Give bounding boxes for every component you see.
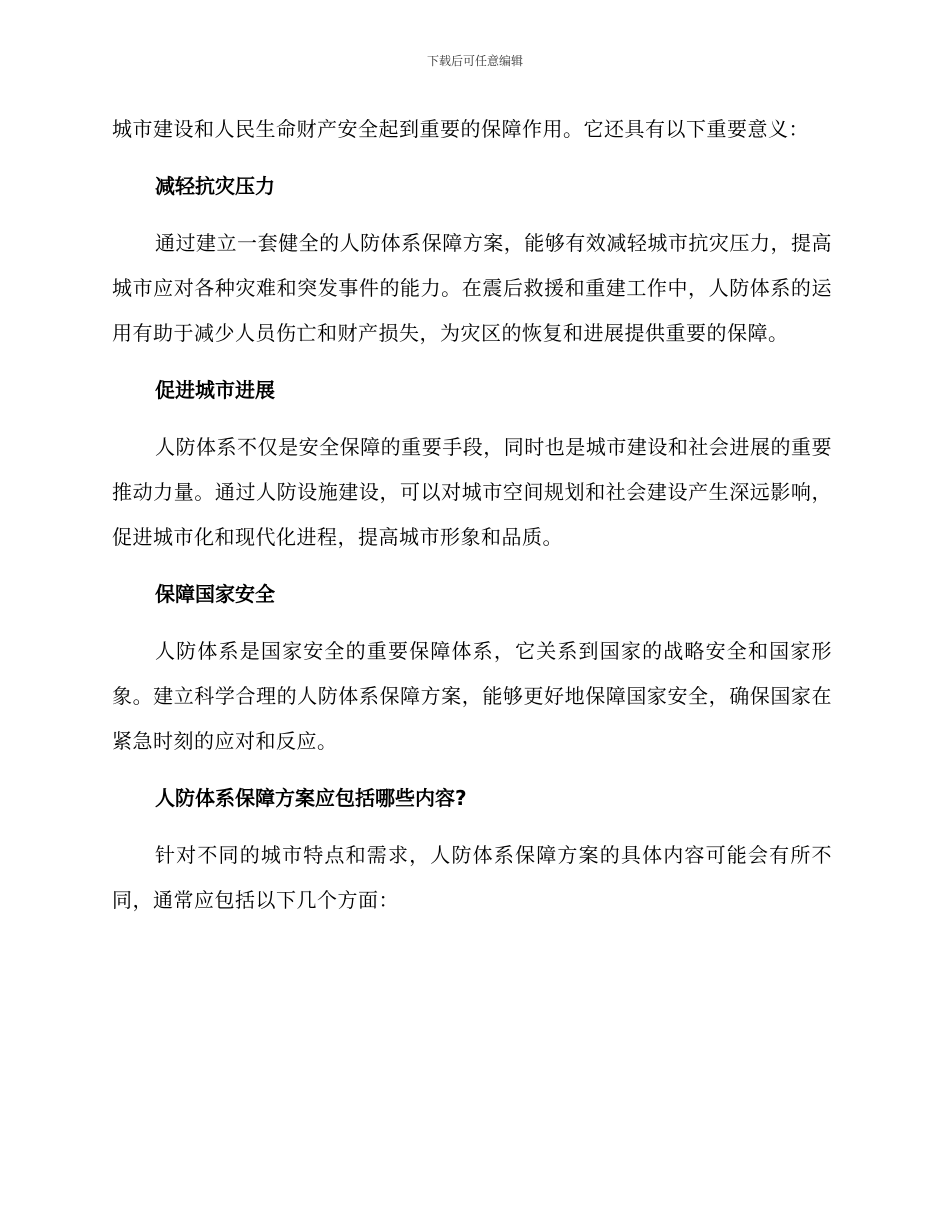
- section-heading-urban-development: 促进城市进展: [155, 378, 275, 402]
- document-body: [112, 107, 832, 923]
- section-paragraph-plan-contents: 针对不同的城市特点和需求，人防体系保障方案的具体内容可能会有所不同，通常应包括以下几个方面：: [112, 843, 832, 912]
- section-paragraph-national-security: 人防体系是国家安全的重要保障体系，它关系到国家的战略安全和国家形象。建立科学合理的人防体系保障方案，能够更好地保障国家安全，确保国家在紧急时刻的应对和反应。: [112, 639, 832, 753]
- section-paragraph-urban-development: 人防体系不仅是安全保障的重要手段，同时也是城市建设和社会进展的重要推动力量。通过人防设施建设，可以对城市空间规划和社会建设产生深远影响，促进城市化和现代化进程，提高城市形象和品质。: [112, 435, 832, 549]
- section-heading-plan-contents: 人防体系保障方案应包括哪些内容?: [155, 786, 467, 810]
- section-heading-national-security: 保障国家安全: [155, 582, 275, 606]
- intro-paragraph: 城市建设和人民生命财产安全起到重要的保障作用。它还具有以下重要意义：: [112, 117, 809, 141]
- section-heading-disaster-relief: 减轻抗灾压力: [155, 174, 275, 198]
- section-paragraph-disaster-relief: 通过建立一套健全的人防体系保障方案，能够有效减轻城市抗灾压力，提高城市应对各种灾难和突发事件的能力。在震后救援和重建工作中，人防体系的运用有助于减少人员伤亡和财产损失，为灾区的恢复和进展提供重要的保障。: [112, 231, 832, 345]
- page-header: 下载后可任意编辑: [426, 54, 523, 68]
